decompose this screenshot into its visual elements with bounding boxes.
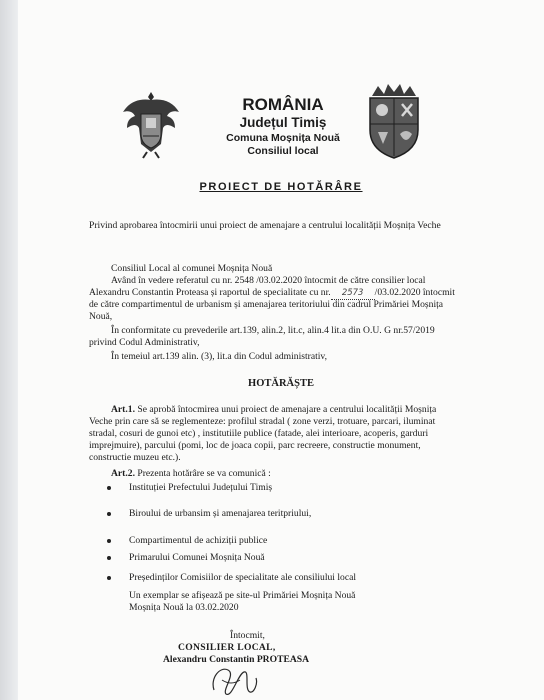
art1-line-2: Veche prin care să se reglementeze: profilul stradal ( zone verzi, trotuare, parcari, iluminat [89, 416, 436, 427]
signature-drafted: Întocmit, [230, 630, 265, 641]
art1-line-4: imprejmuire), parcului (pomi, loc de joaca copii, parc recreere, constructie monument, [89, 440, 421, 451]
art1-line-3: stradal, cosuri de gunoi etc) , institutiile publice (fatade, alei interioare, acoperis, garduri [89, 428, 429, 439]
recipient-item: Biroului de urbansim și amenajarea teritpriului, [129, 508, 312, 519]
bullet-icon [107, 486, 111, 490]
handwritten-signature-icon [204, 660, 264, 700]
preamble-line-3-start: Alexandru Constantin Proteasa și raportul de specialitate cu nr. [89, 287, 331, 298]
preamble-line-4: de către compartimentul de urbanism și amenajarea teritoriului din cadrul Primăriei Moșnița [89, 299, 444, 310]
recipient-item: Primarului Comunei Moșnița Nouă [129, 552, 265, 563]
bullet-icon [107, 576, 111, 580]
signature-name: Alexandru Constantin PROTEASA [163, 654, 310, 665]
page-shadow-edge [0, 0, 18, 700]
recipient-item: Președinților Comisiilor de specialitate ale consiliului local [129, 572, 356, 583]
art1-line-1 [111, 404, 436, 416]
art2-intro-text: Prezenta hotărâre se va comunică : [137, 468, 271, 479]
art2-label: Art.2. [111, 468, 135, 479]
document-page [18, 0, 544, 700]
recipient-item: Instituției Prefectului Județului Timiș [129, 482, 273, 493]
art1-line-5: constructie muzeu etc.). [89, 452, 181, 463]
preamble-line-3-end: /03.02.2020 întocmit [374, 287, 455, 298]
art2-intro [111, 468, 271, 480]
commune-coat-of-arms-icon [366, 84, 422, 160]
document-title: PROIECT DE HOTĂRÂRE [199, 181, 363, 193]
posting-line-1: Un exemplar se afișează pe site-ul Primăriei Moșnița Nouă [129, 590, 356, 601]
handwritten-report-number: 2573 [331, 287, 375, 300]
preamble-line-7: privind Codul Administrativ, [89, 337, 200, 348]
romania-coat-of-arms-icon [121, 88, 181, 160]
header-commune: Comuna Moșnița Nouă [226, 132, 340, 144]
bullet-icon [107, 539, 111, 543]
preamble-line-8: În temeiul art.139 alin. (3), lit.a din Codul administrativ, [111, 351, 327, 362]
preamble-line-1: Consiliul Local al comunei Moșnița Nouă [111, 263, 273, 274]
header-country: ROMÂNIA [242, 95, 324, 114]
header-county: Județul Timiș [239, 115, 327, 130]
art1-label: Art.1. [111, 404, 135, 415]
bullet-icon [107, 556, 111, 560]
document-subject: Privind aprobarea întocmirii unui proiect de amenajare a centrului localității Moșnița Veche [89, 220, 441, 231]
recipient-item: Compartimentul de achiziții publice [129, 535, 268, 546]
preamble-line-2: Având în vedere referatul cu nr. 2548 /03.02.2020 întocmit de către consilier local [111, 275, 426, 286]
signature-role: CONSILIER LOCAL, [178, 642, 276, 653]
posting-line-2: Moșnița Nouă la 03.02.2020 [129, 602, 239, 613]
preamble-line-6: În conformitate cu prevederile art.139, alin.2, lit.c, alin.4 lit.a din O.U. G nr.57/2019 [111, 325, 435, 336]
decides-heading: HOTĂRĂȘTE [248, 378, 314, 389]
header-council: Consiliul local [247, 145, 319, 157]
preamble-line-5: Nouă, [89, 311, 113, 322]
bullet-icon [107, 512, 111, 516]
art1-line-1-text: Se aprobă întocmirea unui proiect de amenajare a centrului localității Moșnița [137, 404, 437, 415]
